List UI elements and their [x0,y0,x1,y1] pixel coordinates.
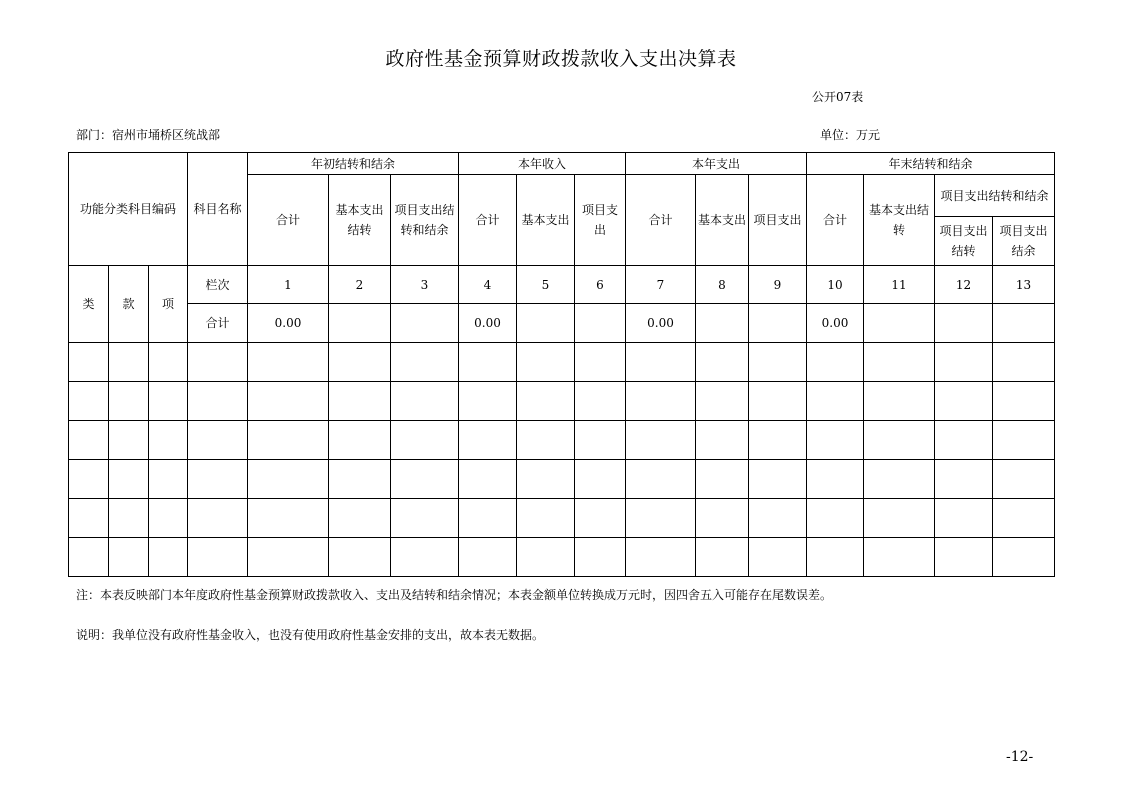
header-begin-basic-carry: 基本支出结转 [329,175,391,266]
form-number: 公开07表 [812,90,864,104]
header-begin-project-carry-surplus: 项目支出结转和结余 [391,175,459,266]
col-number: 2 [329,266,391,304]
total-begin-value: 0.00 [248,304,329,343]
header-group-begin: 年初结转和结余 [248,153,459,175]
header-expense-project: 项目支出 [749,175,807,266]
header-group-income: 本年收入 [459,153,626,175]
header-kuan: 款 [109,266,149,343]
col-number: 5 [517,266,575,304]
header-begin-total: 合计 [248,175,329,266]
header-end-project-surplus: 项目支出结余 [993,217,1055,266]
col-number: 10 [807,266,864,304]
header-end-project-carry: 项目支出结转 [935,217,993,266]
col-number: 7 [626,266,696,304]
table-cell [993,304,1055,343]
col-number: 1 [248,266,329,304]
col-number: 13 [993,266,1055,304]
settlement-table [68,152,1055,577]
table-row [69,382,1055,421]
table-cell [329,304,391,343]
col-number: 9 [749,266,807,304]
header-func-code: 功能分类科目编码 [69,153,188,266]
header-group-expense: 本年支出 [626,153,807,175]
table-cell [517,304,575,343]
header-income-basic: 基本支出 [517,175,575,266]
total-end-value: 0.00 [807,304,864,343]
table-cell [391,304,459,343]
table-row [69,460,1055,499]
header-expense-basic: 基本支出 [696,175,749,266]
table-row [69,421,1055,460]
header-end-project-carry-surplus: 项目支出结转和结余 [935,175,1055,217]
footnote: 注：本表反映部门本年度政府性基金预算财政拨款收入、支出及结转和结余情况；本表金额单位转换成万元时，因四舍五入可能存在尾数误差。 [76,588,833,602]
col-number: 11 [864,266,935,304]
header-expense-total: 合计 [626,175,696,266]
header-income-total: 合计 [459,175,517,266]
col-number: 12 [935,266,993,304]
table-row [69,538,1055,577]
table-cell [864,304,935,343]
table-cell [696,304,749,343]
table-cell [575,304,626,343]
header-subject-name: 科目名称 [188,153,248,266]
header-lei: 类 [69,266,109,343]
department-label: 部门：宿州市埇桥区统战部 [76,128,221,142]
col-number: 6 [575,266,626,304]
row-index-label: 栏次 [188,266,248,304]
col-number: 4 [459,266,517,304]
page-title: 政府性基金预算财政拨款收入支出决算表 [385,48,737,70]
header-xiang: 项 [149,266,188,343]
header-end-total: 合计 [807,175,864,266]
col-number: 8 [696,266,749,304]
total-row-label: 合计 [188,304,248,343]
header-end-basic-carry: 基本支出结转 [864,175,935,266]
header-group-end: 年末结转和结余 [807,153,1055,175]
table-cell [749,304,807,343]
header-income-project: 项目支出 [575,175,626,266]
table-cell [935,304,993,343]
table-row [69,343,1055,382]
total-income-value: 0.00 [459,304,517,343]
explanation-note: 说明：我单位没有政府性基金收入，也没有使用政府性基金安排的支出，故本表无数据。 [76,628,545,642]
unit-label: 单位：万元 [820,128,881,142]
table-row [69,499,1055,538]
total-expense-value: 0.00 [626,304,696,343]
col-number: 3 [391,266,459,304]
page-number: -12- [1006,749,1034,765]
